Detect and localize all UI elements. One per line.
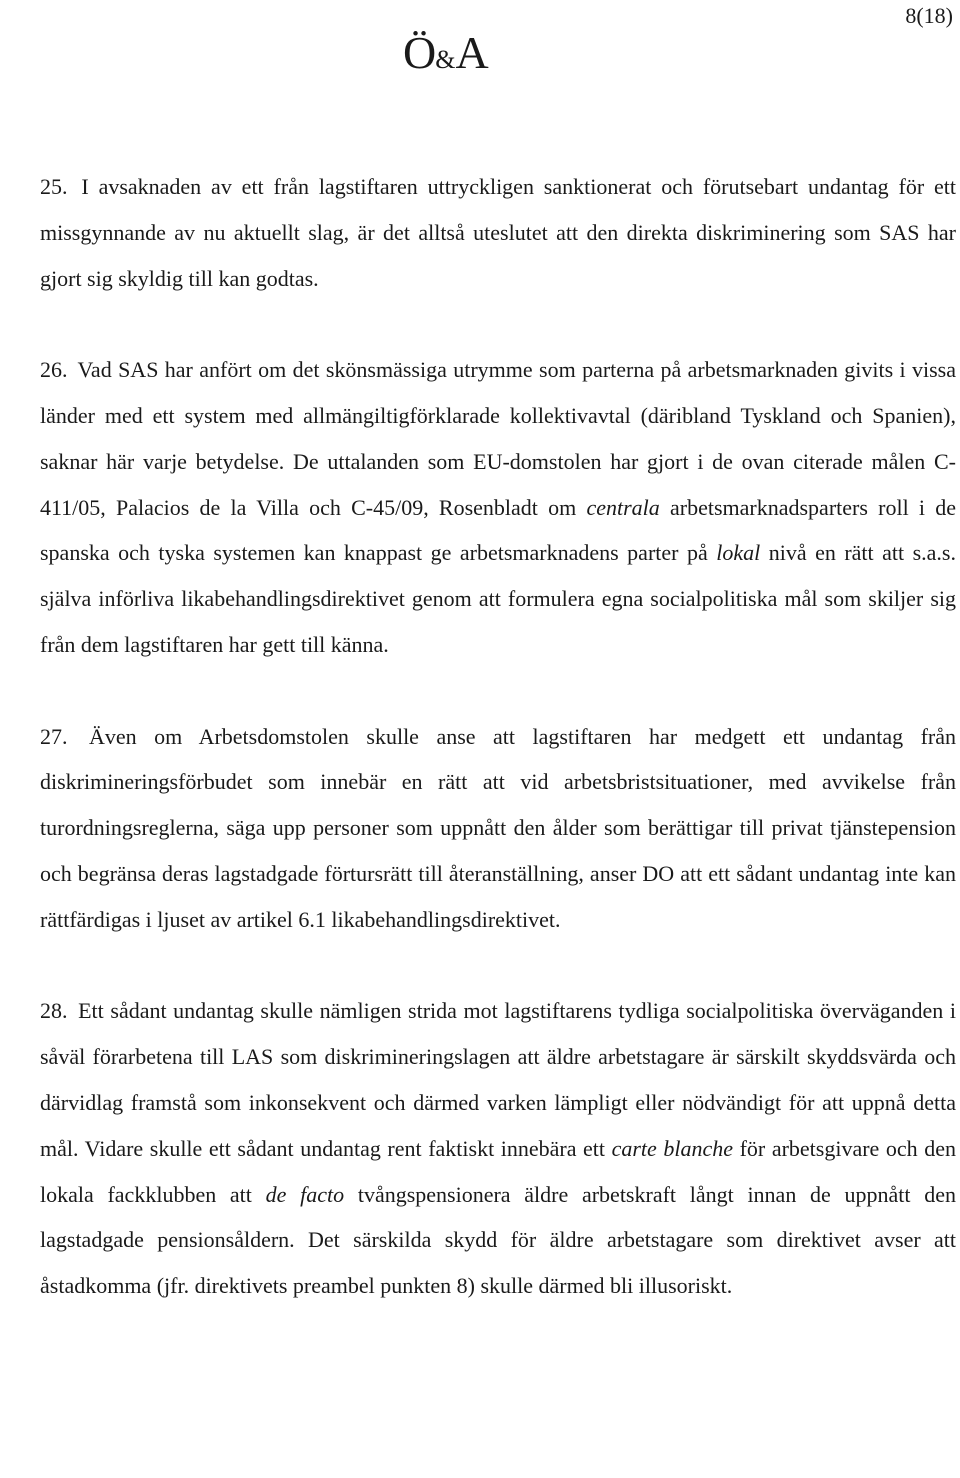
italic-term: centrala [586,494,660,520]
paragraph-text: tvångspensionera äldre arbetskraft långt innan de uppnått den lagstadgade pensionsåldern. Det särskilda skydd för äldre arbetstagare som direktivet avser att åstadkomma (jfr. direktivets preambel punkten 8) skulle därmed bli illusoriskt. [40,1181,956,1299]
paragraph-text: Vad SAS har anfört om det skönsmässiga utrymme som parterna på arbetsmarknaden givits i vissa länder med ett system med allmängiltigförklarade kollektivavtal (däribland Tyskland och Spanien), saknar här varje betydelse. De uttalanden som EU-domstolen har gjort i de ovan citerade målen C-411/05, Palacios de la Villa och C-45/09, Rosenbladt om [40,357,956,520]
italic-term: lokal [716,540,761,566]
italic-term: carte blanche [611,1135,734,1161]
paragraph-27 [40,714,956,943]
paragraph-25 [40,164,956,301]
paragraph-number: 28. [40,998,68,1024]
paragraph-number: 26. [40,357,68,383]
paragraph-number: 27. [40,723,68,749]
document-body [40,164,956,1309]
paragraph-text: Även om Arbetsdomstolen skulle anse att lagstiftaren har medgett ett undantag från diskrimineringsförbudet som innebär en rätt att vid arbetsbristsituationer, med avvikelse från turordningsreglerna, säga upp personer som uppnått den ålder som berättigar till privat tjänstepension och begränsa deras lagstadgade förtursrätt till återanställning, anser DO att ett sådant undantag inte kan rättfärdigas i ljuset av artikel 6.1 likabehandlingsdirektivet. [40,723,957,932]
paragraph-text: Ett sådant undantag skulle nämligen strida mot lagstiftarens tydliga socialpolitiska överväganden i såväl förarbetena till LAS som diskrimineringslagen att äldre arbetstagare är särskilt skyddsvärda och därvidlag framstå som inkonsekvent och därmed varken lämpligt eller nödvändigt för att uppnå detta mål. Vidare skulle ett sådant undantag rent faktiskt innebära ett [40,998,957,1161]
logo-letter-1: Ö [403,27,436,78]
paragraph-text: för arbetsgivare och den lokala fackklubben att [40,1135,956,1207]
italic-term: de facto [265,1181,345,1207]
logo-letter-2: A [455,27,488,78]
logo [403,18,488,95]
paragraph-text: I avsaknaden av ett från lagstiftaren uttryckligen sanktionerat och förutsebart undantag för ett missgynnande av nu aktuellt slag, är det alltså uteslutet att den direkta diskriminering som SAS har gjort sig skyldig till kan godtas. [40,174,956,291]
paragraph-text: nivå en rätt att s.a.s. själva införliva likabehandlingsdirektivet genom att formulera egna socialpolitiska mål som skiljer sig från dem lagstiftaren har gett till känna. [40,540,956,657]
paragraph-28 [40,988,956,1309]
logo-ampersand: & [435,45,456,74]
paragraph-26 [40,347,956,668]
page-number: 8(18) [905,3,953,28]
paragraph-text: arbetsmarknadsparters roll i de spanska och tyska systemen kan knappast ge arbetsmarknadens parter på [40,494,956,566]
paragraph-number: 25. [40,174,68,199]
